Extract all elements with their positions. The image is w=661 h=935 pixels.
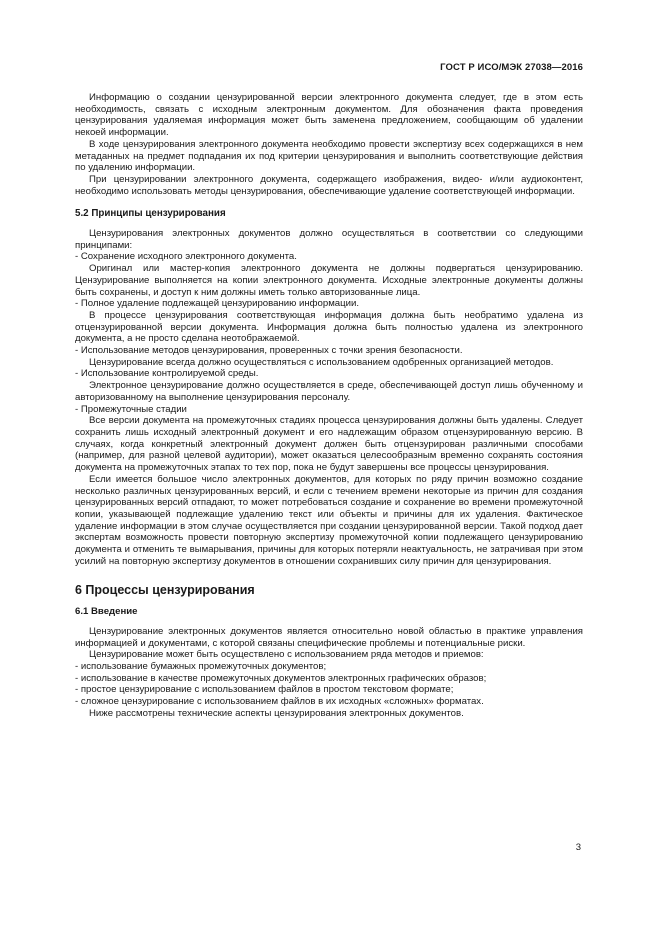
list-item: - простое цензурирование с использованием файлов в простом текстовом формате; [75, 684, 454, 696]
paragraph: Электронное цензурирование должно осуществляется в среде, обеспечивающей доступ лишь обученному и авторизованному на выполнение цензурирования персоналу. [75, 380, 583, 403]
list-item: - Использование методов цензурирования, проверенных с точки зрения безопасности. [75, 345, 463, 357]
standard-header: ГОСТ Р ИСО/МЭК 27038—2016 [440, 62, 583, 73]
list-item: - Промежуточные стадии [75, 403, 187, 415]
list-item: - Использование контролируемой среды. [75, 368, 259, 380]
paragraph: В ходе цензурирования электронного документа необходимо провести экспертизу всех содержащихся в нем метаданных на предмет подпадания их под критерии цензурирования и выполнить соответствующие действия по удалению информации. [75, 138, 583, 174]
list-item: - сложное цензурирование с использованием файлов в их исходных «сложных» форматах. [75, 696, 484, 708]
paragraph: В процессе цензурирования соответствующая информация должна быть необратимо удалена из отцензурированной версии документа. Информация должна быть полностью удалена из электронного документа, а не просто сделана неотображаемой. [75, 309, 583, 345]
section-5-2-heading: 5.2 Принципы цензурирования [75, 208, 226, 220]
paragraph: Ниже рассмотрены технические аспекты цензурирования электронных документов. [89, 707, 464, 719]
list-item: - Сохранение исходного электронного документа. [75, 251, 297, 263]
section-6-heading: 6 Процессы цензурирования [75, 583, 255, 598]
paragraph: Цензурирования электронных документов должно осуществляться в соответствии со следующими принципами: [75, 228, 583, 251]
list-item: - использование в качестве промежуточных документов электронных графических образов; [75, 672, 487, 684]
paragraph: Цензурирование электронных документов является относительно новой областью в практике управления информацией и документами, с которой связаны специфические проблемы и потенциальные риски. [75, 625, 583, 649]
list-item: - использование бумажных промежуточных документов; [75, 660, 327, 672]
list-item: - Полное удаление подлежащей цензурированию информации. [75, 298, 359, 310]
paragraph: Все версии документа на промежуточных стадиях процесса цензурирования должны быть удалены. Следует сохранить лишь исходный электронный документ и его надлежащим образом отцензурированную версию. В случаях, когда конкретный электронный документ должен быть отцензурирован различными способами (например, для разной целевой аудитории), может оказаться целесообразным временно сохранять состояния документа на промежуточных этапах то тех пор, пока не будут завершены все процессы цензурирования. [75, 415, 583, 474]
paragraph: Если имеется большое число электронных документов, для которых по ряду причин возможно создание несколько различных цензурированных версий, и если с течением времени некоторые из причин для создания цензурированных версий отпадают, то может потребоваться создание и сохранение во времени промежуточной копии, указывающей подлежащие удалению текст или объекты и причины для их удаления. Фактическое удаление информации в этом случае осуществляется при создании цензурированной версии. Такой подход дает экспертам возможность провести повторную экспертизу промежуточной копии подлежащего цензурированию документа и отменить те вымарывания, причины для которых потеряли неактуальность, не затрачивая при этом усилий на повторную экспертизу документов в отношении сохранивших силу причин для цензурирования. [75, 473, 583, 567]
paragraph: При цензурировании электронного документа, содержащего изображения, видео- и/или аудиоконтент, необходимо использовать методы цензурирования, обеспечивающие удаление соответствующей информации. [75, 173, 583, 197]
paragraph: Цензурирование всегда должно осуществляться с использованием одобренных организацией методов. [89, 356, 554, 368]
section-6-1-heading: 6.1 Введение [75, 606, 138, 618]
paragraph: Оригинал или мастер-копия электронного документа не должны подвергаться цензурированию. Цензурирование выполняется на копии электронного документа. Исходные электронные документы должны быть сохранены, и доступ к ним должны иметь только авторизованные лица. [75, 263, 583, 298]
paragraph: Информацию о создании цензурированной версии электронного документа следует, где в этом есть необходимость, связать с исходным электронным документом. Для обозначения факта проведения цензурирования удаляемая информация может быть заменена предложением, сообщающим об удалении некоей информации. [75, 92, 583, 139]
paragraph: Цензурирование может быть осуществлено с использованием ряда методов и приемов: [89, 649, 484, 661]
page-number: 3 [575, 842, 581, 853]
page-content [75, 92, 583, 719]
section-5-2-body [75, 228, 583, 567]
section-6-1-body [75, 626, 583, 720]
